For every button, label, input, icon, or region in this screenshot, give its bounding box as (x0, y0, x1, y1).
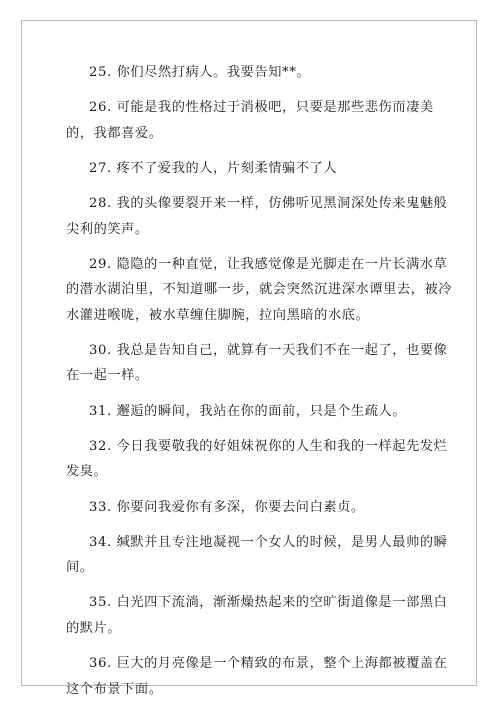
paragraph-33: 33. 你要问我爱你有多深，你要去问白素贞。 (89, 499, 365, 515)
paragraph-25: 25. 你们尽然打病人。我要告知**。 (89, 65, 311, 80)
paragraph-36: 36. 巨大的月亮像是一个精致的布景，整个上海都被覆盖在这个布景下面。 (66, 656, 448, 697)
paragraph-32: 32. 今日我要敬我的好姐妹祝你的人生和我的一样起先发烂发臭。 (66, 438, 448, 480)
paragraph-31: 31. 邂逅的瞬间，我站在你的面前，只是个生疏人。 (89, 403, 407, 419)
document-body (66, 60, 456, 712)
paragraph-28: 28. 我的头像要裂开来一样，仿佛听见黑洞深处传来鬼魅般尖利的笑声。 (66, 196, 448, 237)
paragraph-35: 35. 白光四下流淌，渐渐燥热起来的空旷街道像是一部黑白的默片。 (66, 595, 448, 636)
paragraph-29: 29. 隐隐的一种直觉，让我感觉像是光脚走在一片长满水草的潜水湖泊里，不知道哪一步，就会突然沉进深水谭里去，被冷水灌进喉咙，被水草缠住脚腕，拉向黑暗的水底。 (66, 256, 453, 323)
paragraph-27: 27. 疼不了爱我的人，片刻柔情骗不了人 (89, 160, 338, 176)
paragraph-26: 26. 可能是我的性格过于消极吧，只要是那些悲伤而凄美的，我都喜爱。 (66, 100, 434, 141)
paragraph-30: 30. 我总是告知自己，就算有一天我们不在一起了，也要像在一起一样。 (66, 342, 448, 384)
paragraph-34: 34. 缄默并且专注地凝视一个女人的时候，是男人最帅的瞬间。 (66, 534, 448, 576)
